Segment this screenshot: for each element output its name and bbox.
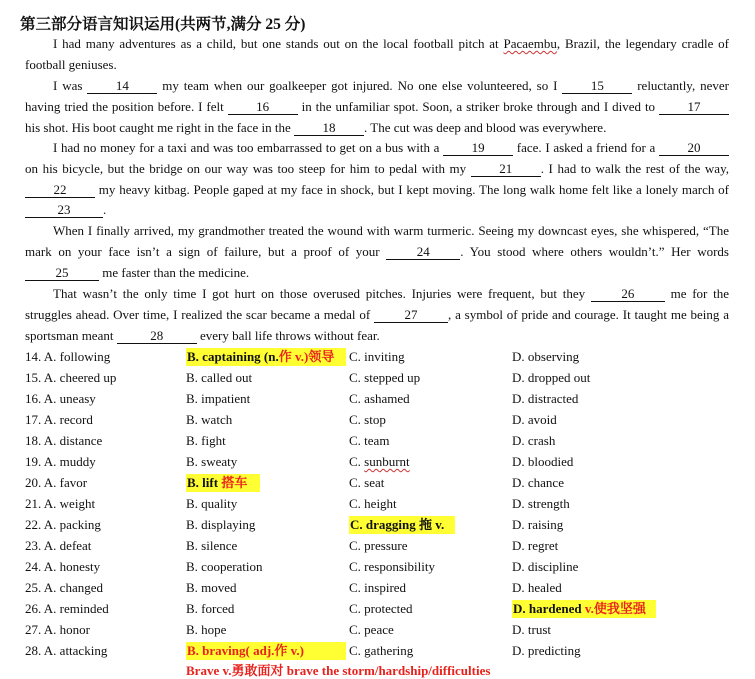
- option-row-18: [0, 430, 755, 451]
- option-c: C. height: [349, 496, 397, 511]
- option-b-answer: B. braving( adj.作 v.): [186, 640, 346, 661]
- option-c: C. gathering: [349, 643, 414, 658]
- option-row-19: [0, 451, 755, 472]
- option-d: D. predicting: [512, 643, 581, 658]
- option-c: C. protected: [349, 601, 413, 616]
- option-a: 23. A. defeat: [25, 538, 92, 553]
- option-c-answer: C. dragging 拖 v.: [349, 514, 455, 535]
- option-b: B. watch: [186, 412, 233, 427]
- option-a: 14. A. following: [25, 349, 111, 364]
- option-row-16: [0, 388, 755, 409]
- passage-paragraph-3: I had no money for a taxi and was too embarrassed to get on a bus with a 19 face. I asked a friend for a 20 on his bicycle, but the bridge on our way was too steep for him to pedal with my 21 . I had to walk the rest of the way, 22 my heavy kitbag. People gaped at my face in shock, but I kept moving. The long walk home felt like a lonely march of 23 .: [25, 140, 729, 218]
- option-a: 25. A. changed: [25, 580, 103, 595]
- option-b: B. sweaty: [186, 454, 238, 469]
- option-b: B. impatient: [186, 391, 251, 406]
- option-row-23: [0, 535, 755, 556]
- blank-25: 25: [25, 266, 99, 281]
- option-a: 28. A. attacking: [25, 643, 108, 658]
- annotation-red: 搭车: [221, 475, 248, 490]
- option-a: 26. A. reminded: [25, 601, 109, 616]
- option-row-24: [0, 556, 755, 577]
- option-d: D. trust: [512, 622, 551, 637]
- option-b: B. hope: [186, 622, 227, 637]
- option-a: 17. A. record: [25, 412, 93, 427]
- blank-27: 27: [374, 308, 448, 323]
- option-d: D. chance: [512, 475, 564, 490]
- option-d: D. distracted: [512, 391, 579, 406]
- passage-paragraph-2: I was 14 my team when our goalkeeper got injured. No one else volunteered, so I 15 reluctantly, never having tried the position before. I felt 16 in the unfamiliar spot. Soon, a striker broke through and I dived to 17 his shot. His boot caught me right in the face in the 18 . The cut was deep and blood was everywhere.: [25, 78, 729, 135]
- option-b: B. silence: [186, 538, 238, 553]
- passage-paragraph-4: When I finally arrived, my grandmother treated the wound with warm turmeric. Seeing my downcast eyes, she whispered, “The mark on your face isn’t a sign of failure, but a proof of your 24 . You stood where others wouldn’t.” Her words 25 me faster than the medicine.: [25, 223, 729, 280]
- option-c: C. sunburnt: [349, 454, 410, 469]
- option-d: D. discipline: [512, 559, 579, 574]
- passage-paragraph-1: I had many adventures as a child, but one stands out on the local football pitch at Pacaembu, Brazil, the legendary cradle of football geniuses.: [25, 36, 729, 72]
- option-b: B. forced: [186, 601, 235, 616]
- option-a: 20. A. favor: [25, 475, 88, 490]
- blank-23: 23: [25, 203, 103, 218]
- blank-26: 26: [591, 287, 665, 302]
- option-row-17: [0, 409, 755, 430]
- blank-14: 14: [87, 79, 157, 94]
- teacher-note: Brave v.勇敢面对 brave the storm/hardship/difficulties: [186, 663, 491, 678]
- blank-22: 22: [25, 183, 95, 198]
- option-b: B. moved: [186, 580, 237, 595]
- option-row-21: [0, 493, 755, 514]
- annotation-red: 作 v.)领导: [278, 349, 335, 364]
- option-c: C. peace: [349, 622, 394, 637]
- blank-15: 15: [562, 79, 632, 94]
- option-b: B. quality: [186, 496, 238, 511]
- option-row-15: [0, 367, 755, 388]
- option-d-answer: D. hardened v.使我坚强: [512, 598, 656, 619]
- option-row-25: [0, 577, 755, 598]
- blank-17: 17: [659, 100, 729, 115]
- blank-28: 28: [117, 329, 197, 344]
- option-a: 16. A. uneasy: [25, 391, 96, 406]
- option-row-27: [0, 619, 755, 640]
- option-row-28: [0, 640, 755, 661]
- option-d: D. raising: [512, 517, 564, 532]
- option-b-answer: B. lift 搭车: [186, 472, 260, 493]
- option-b: B. displaying: [186, 517, 256, 532]
- option-c: C. seat: [349, 475, 385, 490]
- passage-paragraph-5: That wasn’t the only time I got hurt on those overused pitches. Injuries were frequent, but they 26 me for the struggles ahead. Over time, I realized the scar became a medal of 27 , a symbol of pride and courage. It taught me being a sportsman meant 28 every ball life throws without fear.: [25, 286, 729, 343]
- blank-16: 16: [228, 100, 298, 115]
- proper-noun-pacaembu: Pacaembu: [503, 36, 557, 51]
- option-c: C. inspired: [349, 580, 407, 595]
- option-d: D. observing: [512, 349, 580, 364]
- option-c: C. stepped up: [349, 370, 421, 385]
- blank-19: 19: [443, 141, 513, 156]
- blank-18: 18: [294, 121, 364, 136]
- option-c: C. ashamed: [349, 391, 410, 406]
- option-row-20: [0, 472, 755, 493]
- option-d: D. crash: [512, 433, 556, 448]
- option-c: C. responsibility: [349, 559, 435, 574]
- option-d: D. dropped out: [512, 370, 591, 385]
- option-c: C. stop: [349, 412, 386, 427]
- blank-20: 20: [659, 141, 729, 156]
- option-a: 27. A. honor: [25, 622, 90, 637]
- option-a: 24. A. honesty: [25, 559, 101, 574]
- option-a: 19. A. muddy: [25, 454, 96, 469]
- option-b: B. called out: [186, 370, 253, 385]
- option-a: 22. A. packing: [25, 517, 101, 532]
- option-c: C. inviting: [349, 349, 405, 364]
- option-d: D. avoid: [512, 412, 557, 427]
- option-d: D. healed: [512, 580, 562, 595]
- option-row-26: [0, 598, 755, 619]
- option-row-22: [0, 514, 755, 535]
- blank-24: 24: [386, 245, 460, 260]
- option-d: D. bloodied: [512, 454, 574, 469]
- blank-21: 21: [471, 162, 541, 177]
- option-a: 21. A. weight: [25, 496, 96, 511]
- squiggle-word: sunburnt: [364, 454, 410, 469]
- option-d: D. regret: [512, 538, 559, 553]
- option-b: B. cooperation: [186, 559, 263, 574]
- option-c: C. pressure: [349, 538, 408, 553]
- section-title: 第三部分语言知识运用(共两节,满分 25 分): [20, 16, 306, 33]
- option-row-14: [0, 346, 755, 367]
- option-c: C. team: [349, 433, 390, 448]
- option-a: 18. A. distance: [25, 433, 103, 448]
- option-d: D. strength: [512, 496, 570, 511]
- option-a: 15. A. cheered up: [25, 370, 117, 385]
- option-b-answer: B. captaining (n.作 v.)领导: [186, 346, 346, 367]
- option-b: B. fight: [186, 433, 226, 448]
- annotation-red: v.使我坚强: [584, 601, 646, 616]
